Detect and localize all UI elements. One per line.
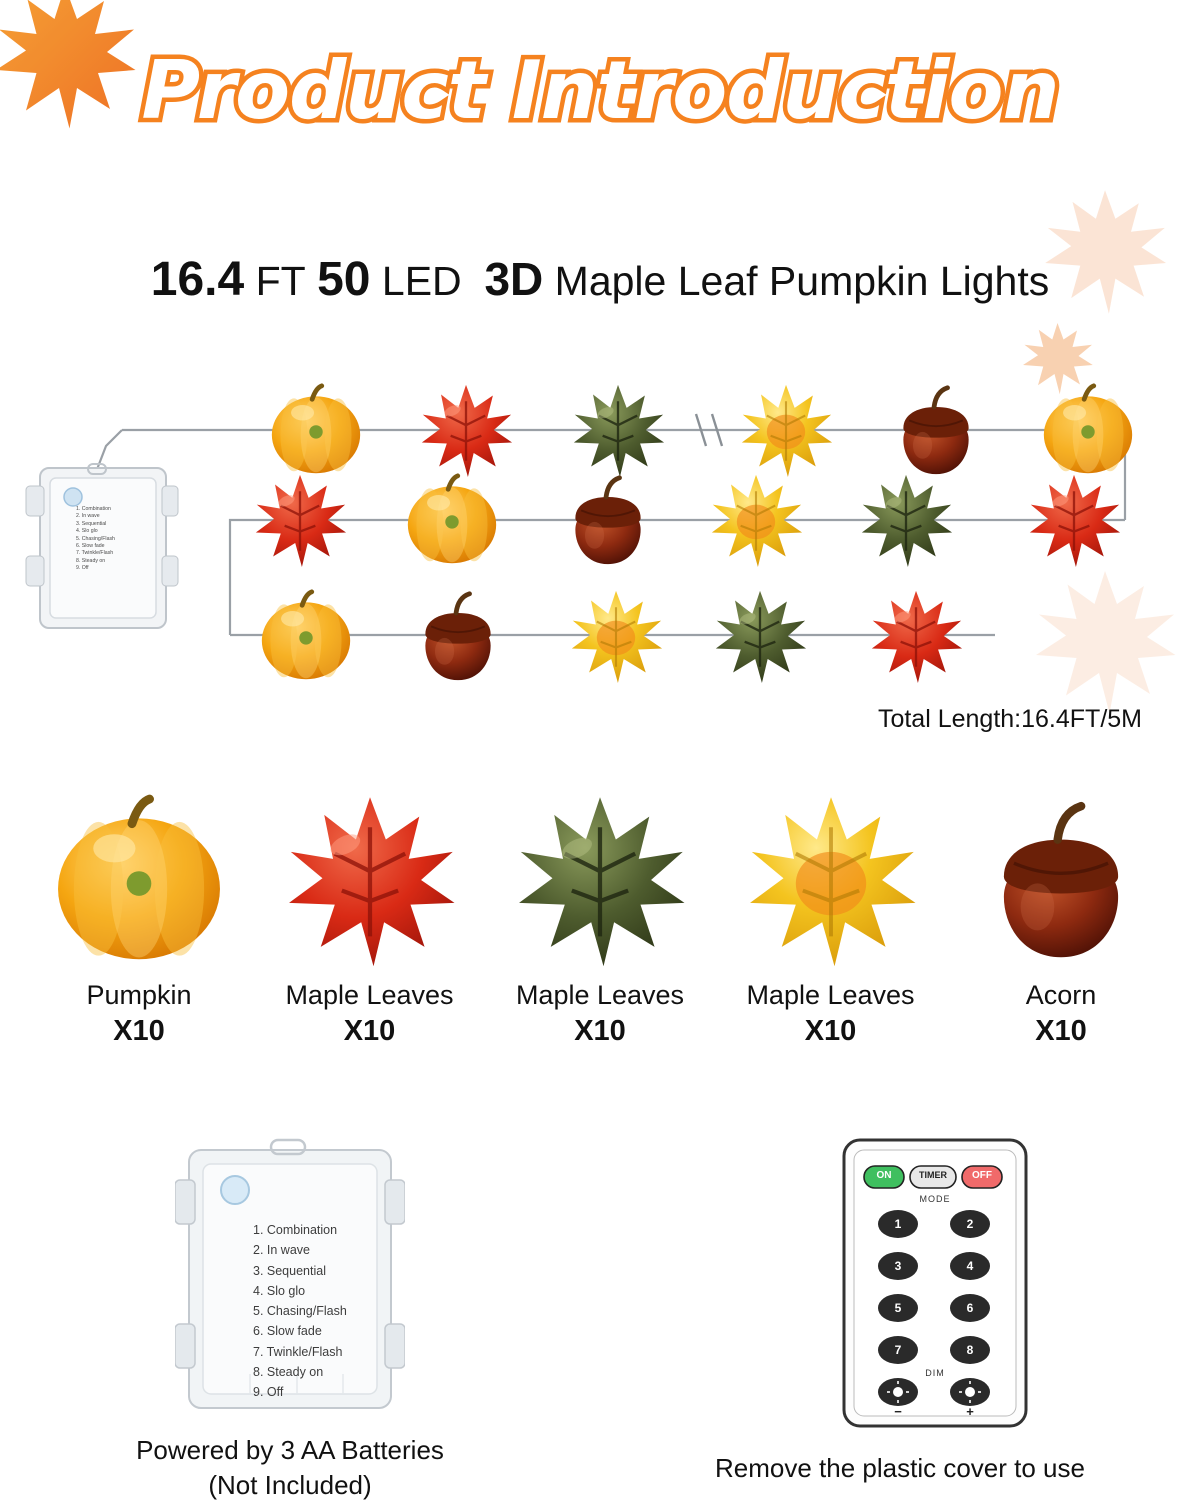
remote-number-2-label: 2 (966, 1217, 974, 1231)
headline-ft: FT (255, 258, 306, 304)
mode-item: 7. Twinkle/Flash (253, 1344, 343, 1359)
mode-item: 3. Sequential (253, 1263, 326, 1278)
specimen-qty: X10 (804, 1015, 857, 1047)
remote-number-4-label: 4 (966, 1259, 974, 1273)
remote-dim-label: DIM (925, 1368, 945, 1378)
remote-number-7-label: 7 (894, 1343, 902, 1357)
mode-item: 9. Off (253, 1385, 284, 1399)
battery-caption (20, 1433, 560, 1503)
battery-box-small-overlay (40, 468, 165, 628)
mode-item: 8. Steady on (253, 1364, 324, 1379)
light-acorn (425, 594, 490, 680)
remote-on-label: ON (876, 1170, 892, 1181)
remote-caption: Remove the plastic cover to use (715, 1453, 1085, 1483)
remote-off-label: OFF (972, 1170, 992, 1181)
headline-length: 16.4 (150, 253, 245, 306)
specimen-qty: X10 (1035, 1015, 1087, 1047)
remote-timer-label: TIMER (919, 1170, 947, 1180)
mode-item: 5. Chasing/Flash (76, 535, 115, 542)
acorn-icon (956, 790, 1166, 970)
specimen-qty: X10 (574, 1015, 626, 1047)
specimen-name: Pumpkin (86, 980, 192, 1010)
light-green-maple (716, 591, 806, 683)
light-yellow-maple (572, 591, 662, 683)
yellow-maple-leaf-icon (726, 790, 936, 970)
specimen-name: Maple Leaves (285, 980, 454, 1010)
bottom-section (0, 1128, 1200, 1501)
light-pumpkin (1044, 386, 1132, 473)
mode-item: 8. Steady on (76, 557, 106, 564)
specimen-name: Maple Leaves (746, 980, 915, 1010)
battery-box-small-modes (76, 506, 115, 572)
light-red-maple (872, 591, 962, 683)
string-lights-diagram (0, 360, 1200, 750)
specimen-name: Acorn (1025, 980, 1097, 1010)
remote-labels (840, 1136, 1030, 1436)
mode-item: 2. In wave (76, 513, 100, 520)
mode-item: 1. Combination (76, 506, 111, 512)
specimen-name: Maple Leaves (515, 980, 685, 1010)
specimen-acorn (956, 790, 1166, 1048)
light-pumpkin (262, 592, 350, 679)
mode-item: 5. Chasing/Flash (253, 1304, 347, 1318)
remote-number-3-label: 3 (894, 1259, 902, 1273)
remote-number-6-label: 6 (966, 1301, 974, 1315)
remote-minus-label: − (894, 1404, 902, 1419)
headline-dimension: 3D (484, 253, 544, 305)
light-acorn (575, 478, 640, 564)
battery-box-large (175, 1128, 405, 1428)
light-pumpkin (408, 476, 496, 563)
page-title: Product Introduction (141, 44, 1059, 137)
mode-item: 2. In wave (253, 1243, 310, 1258)
mode-item: 4. Slo glo (76, 528, 98, 535)
mode-item: 9. Off (76, 565, 89, 571)
pumpkin-icon (34, 790, 244, 970)
battery-caption-line2: (Not Included) (208, 1470, 372, 1501)
remote-number-8-label: 8 (966, 1343, 974, 1357)
specimen-qty: X10 (113, 1015, 165, 1047)
specimen-green-maple (495, 790, 705, 1048)
light-acorn (903, 388, 968, 474)
headline-product: Maple Leaf Pumpkin Lights (554, 258, 1050, 304)
remote-number-1-label: 1 (894, 1217, 902, 1231)
power-button-icon (221, 1176, 249, 1204)
headline-led: LED (381, 258, 462, 304)
mode-item: 6. Slow fade (76, 542, 105, 549)
specimen-yellow-maple (726, 790, 936, 1048)
mode-item: 4. Slo glo (253, 1283, 306, 1298)
remote-plus-label: + (966, 1404, 974, 1419)
battery-caption-line1: Powered by 3 AA Batteries (136, 1435, 444, 1465)
mode-item: 6. Slow fade (253, 1324, 322, 1339)
total-length-label: Total Length:16.4FT/5M (877, 705, 1142, 733)
string-lights-svg (0, 360, 1200, 750)
light-pumpkin (272, 386, 360, 473)
specimen-row (0, 790, 1200, 1048)
red-maple-leaf-icon (265, 790, 475, 970)
mode-item: 3. Sequential (76, 520, 107, 527)
specimen-red-maple (265, 790, 475, 1048)
remote-mode-label: MODE (919, 1194, 951, 1204)
green-maple-leaf-icon (495, 790, 705, 970)
battery-box-large-modes (253, 1220, 347, 1402)
mode-item: 1. Combination (253, 1223, 338, 1237)
mode-item: 7. Twinkle/Flash (76, 550, 114, 557)
product-headline (0, 252, 1200, 307)
headline-count: 50 (317, 253, 371, 306)
remote-number-5-label: 5 (894, 1301, 902, 1315)
specimen-qty: X10 (343, 1015, 396, 1047)
page-title-container (0, 44, 1200, 137)
remote-control[interactable] (840, 1136, 1030, 1441)
specimen-pumpkin (34, 790, 244, 1048)
